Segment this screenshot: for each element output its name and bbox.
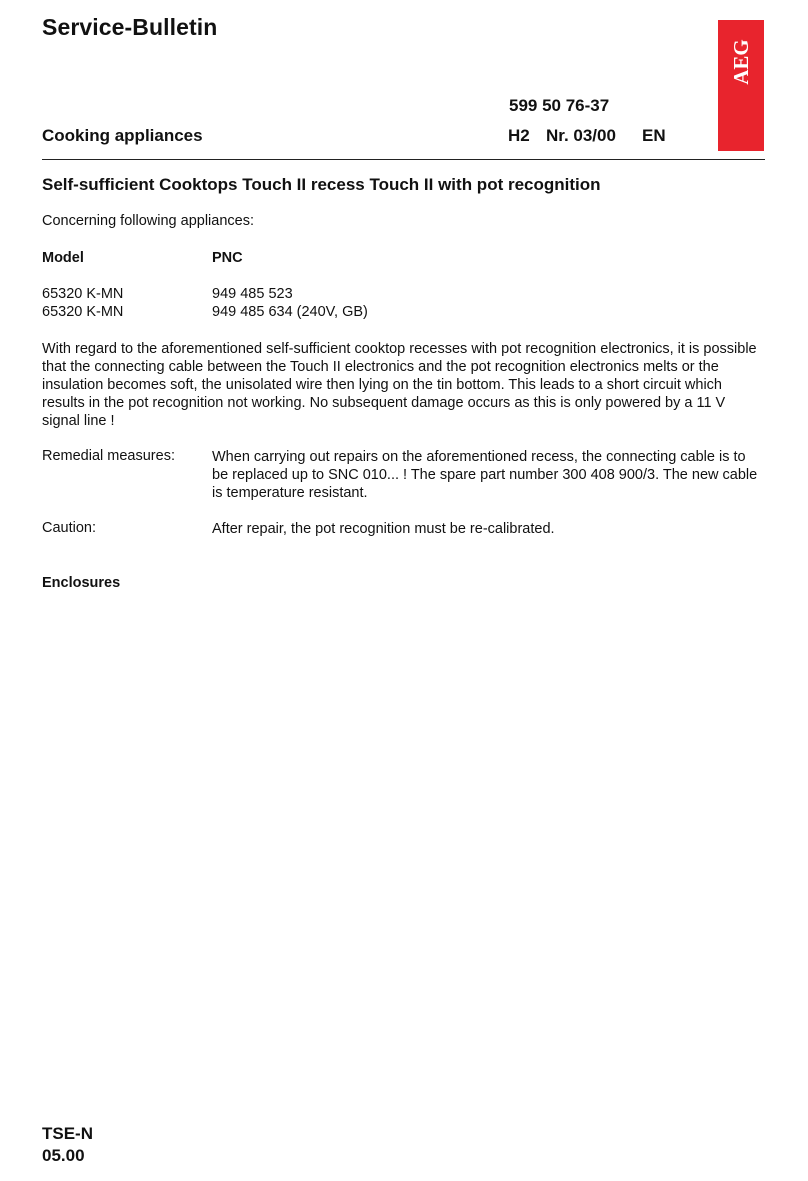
product-group: H2 xyxy=(508,126,530,145)
product-category: Cooking appliances xyxy=(42,126,203,145)
header-divider xyxy=(42,159,765,160)
footer-department: TSE-N xyxy=(42,1124,93,1143)
appliance-pnc: 949 485 523 xyxy=(212,286,293,302)
footer-date: 05.00 xyxy=(42,1146,85,1165)
document-number: 599 50 76-37 xyxy=(509,96,610,115)
column-header-model: Model xyxy=(42,250,84,266)
aeg-logo-mark xyxy=(718,20,764,151)
appliance-pnc: 949 485 634 (240V, GB) xyxy=(212,304,368,320)
remedial-measures-text: When carrying out repairs on the aforementioned recess, the connecting cable is to be replaced up to SNC 010... ! The spare part number 300 408 900/3. The new cable is temperature resistant. xyxy=(212,449,758,501)
aeg-logo xyxy=(718,20,764,151)
appliance-model: 65320 K-MN xyxy=(42,286,124,302)
column-header-pnc: PNC xyxy=(212,250,243,266)
bulletin-subject: Self-sufficient Cooktops Touch II recess Touch II with pot recognition xyxy=(42,175,601,194)
aeg-logo-lettering: AEG xyxy=(729,39,753,85)
caution-label: Caution: xyxy=(42,520,97,536)
document-language: EN xyxy=(642,126,666,145)
remedial-measures-label: Remedial measures: xyxy=(42,448,175,464)
bulletin-issue: Nr. 03/00 xyxy=(546,126,616,145)
document-title: Service-Bulletin xyxy=(42,14,218,40)
caution-text: After repair, the pot recognition must be re-calibrated. xyxy=(212,521,555,537)
issue-description: With regard to the aforementioned self-sufficient cooktop recesses with pot recognition electronics, it is possible that the connecting cable between the Touch II electronics and the pot recognition electronics melts or the insulation becomes soft, the unisolated wire then lying on the tin bottom. This leads to a short circuit which results in the pot recognition not working. No subsequent damage occurs as this is only powered by a 11 V signal line ! xyxy=(42,341,757,429)
appliances-intro: Concerning following appliances: xyxy=(42,213,254,229)
enclosures-heading: Enclosures xyxy=(42,575,121,591)
appliance-model: 65320 K-MN xyxy=(42,304,124,320)
